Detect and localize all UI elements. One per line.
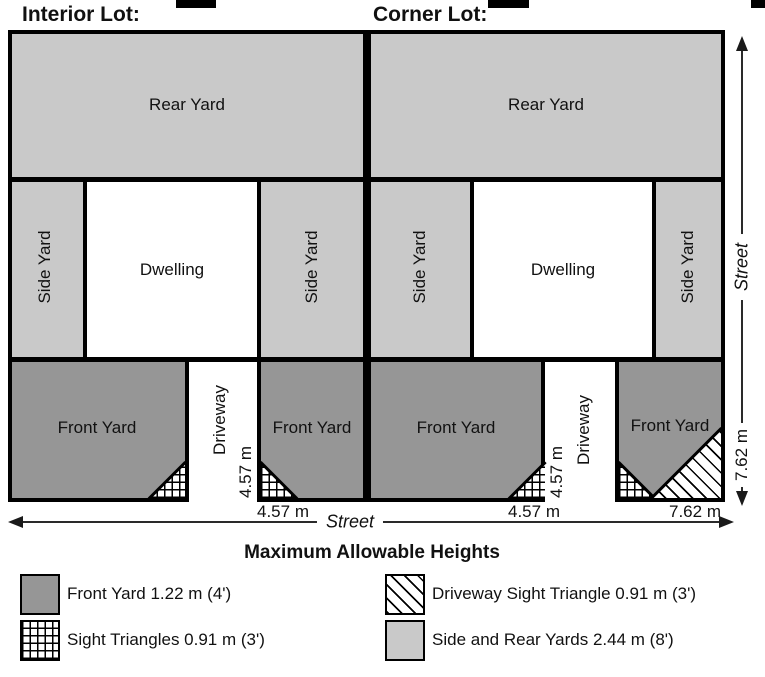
front-yard-label: Front Yard xyxy=(272,418,352,437)
arrow-left-icon xyxy=(8,516,23,528)
side-yard-label: Side Yard xyxy=(678,230,697,304)
top-edge-artifact xyxy=(176,0,216,8)
legend-title: Maximum Allowable Heights xyxy=(244,542,500,563)
driveway-label: Driveway xyxy=(574,395,593,465)
dwelling-label: Dwelling xyxy=(139,260,205,279)
arrow-down-icon xyxy=(736,491,748,506)
legend-label: Side and Rear Yards 2.44 m (8') xyxy=(432,630,674,649)
driveway-width-dim-vertical: 4.57 m xyxy=(547,446,566,498)
legend-label: Driveway Sight Triangle 0.91 m (3') xyxy=(432,584,697,603)
front-yard-label: Front Yard xyxy=(57,418,137,437)
corner-triangle-dim-vertical: 7.62 m xyxy=(732,423,752,487)
bottom-street-label: Street xyxy=(317,512,383,533)
side-yard-label: Side Yard xyxy=(302,230,321,304)
driveway-label: Driveway xyxy=(210,385,229,455)
corner-lot-heading: Corner Lot: xyxy=(373,3,488,26)
legend-swatch-driveway-sight-triangle xyxy=(385,574,425,615)
top-edge-artifact xyxy=(488,0,529,8)
legend-label: Sight Triangles 0.91 m (3') xyxy=(67,630,265,649)
right-street-label: Street xyxy=(732,234,753,300)
dwelling-label: Dwelling xyxy=(530,260,596,279)
driveway-width-dim-vertical: 4.57 m xyxy=(236,446,255,498)
driveway-width-dim: 4.57 m xyxy=(508,502,560,521)
corner-triangle-dim: 7.62 m xyxy=(669,502,721,521)
driveway-width-dim: 4.57 m xyxy=(257,502,309,521)
front-yard-label: Front Yard xyxy=(630,416,710,435)
legend-swatch-side-rear-yards xyxy=(385,620,425,661)
top-edge-artifact xyxy=(751,0,765,8)
arrow-right-icon xyxy=(719,516,734,528)
interior-lot-heading: Interior Lot: xyxy=(22,3,140,26)
front-yard-label: Front Yard xyxy=(416,418,496,437)
side-yard-label: Side Yard xyxy=(410,230,429,304)
arrow-up-icon xyxy=(736,36,748,51)
rear-yard-label: Rear Yard xyxy=(149,95,225,114)
rear-yard-label: Rear Yard xyxy=(508,95,584,114)
legend-swatch-front-yard xyxy=(20,574,60,615)
legend-label: Front Yard 1.22 m (4') xyxy=(67,584,232,603)
side-yard-label: Side Yard xyxy=(35,230,54,304)
legend-swatch-sight-triangles xyxy=(20,620,60,661)
